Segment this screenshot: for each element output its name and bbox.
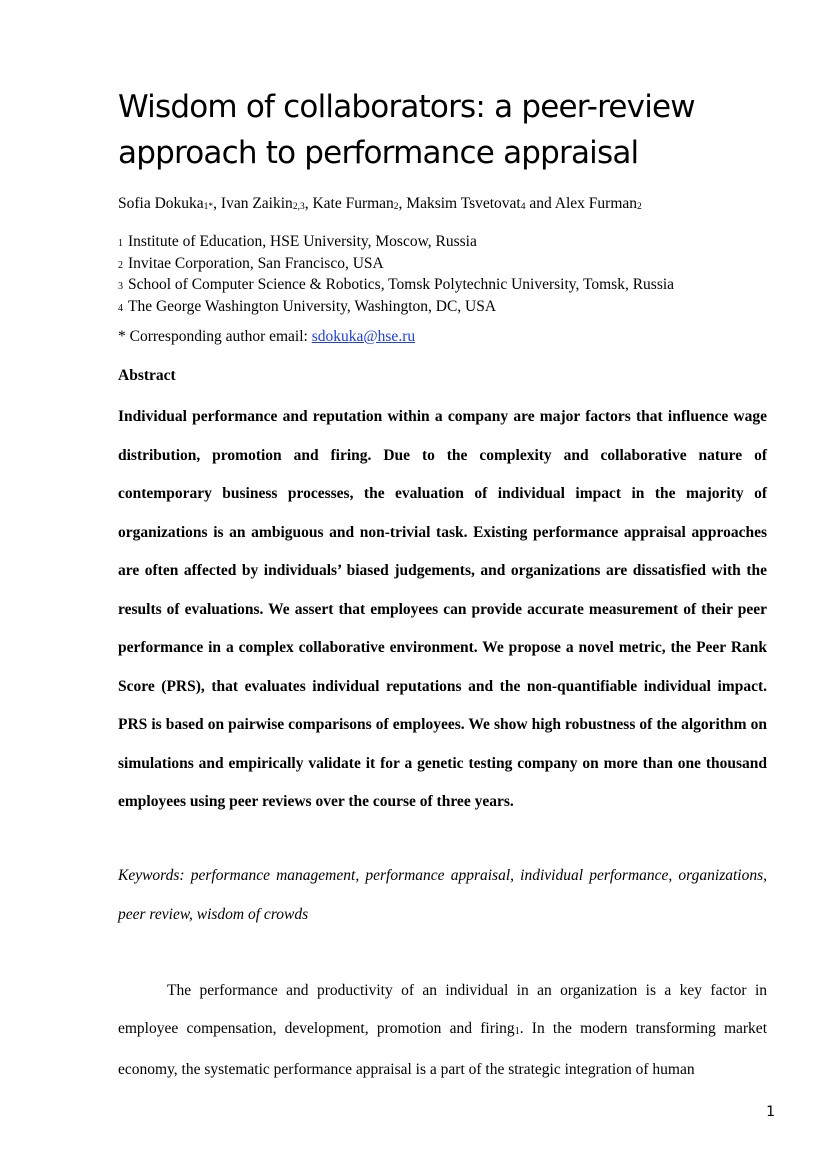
author bbox=[118, 195, 221, 212]
author bbox=[312, 195, 406, 212]
author-name: Sofia Dokuka bbox=[118, 195, 204, 212]
paper-title: Wisdom of collaborators: a peer-review approach to performance appraisal bbox=[118, 89, 695, 171]
author-separator: , bbox=[213, 195, 221, 212]
author-affiliation-marks: 1* bbox=[203, 202, 214, 212]
author-separator: , bbox=[304, 195, 313, 212]
affiliation-text: School of Computer Science & Robotics, Tomsk Polytechnic University, Tomsk, Russia bbox=[128, 276, 675, 293]
keywords: Keywords: performance management, performance appraisal, individual performance, organizations, peer review, wisdom of crowds bbox=[118, 867, 767, 923]
author-separator: , bbox=[398, 195, 407, 212]
affiliation-text: The George Washington University, Washington, DC, USA bbox=[128, 297, 497, 315]
author bbox=[406, 195, 554, 212]
affiliation bbox=[118, 275, 778, 297]
affiliation-text: Invitae Corporation, San Francisco, USA bbox=[128, 254, 384, 272]
author bbox=[221, 195, 313, 212]
body-text-start: The performance and productivity of an individual in an organization is a key factor in employee compensation, development, promotion and firing bbox=[118, 982, 767, 1037]
page-number: 1 bbox=[766, 1104, 775, 1120]
affiliation bbox=[118, 297, 778, 319]
author-affiliation-marks: 2,3 bbox=[292, 202, 305, 212]
corresponding-label: * Corresponding author email: bbox=[118, 328, 312, 345]
affiliation-number: 3 bbox=[118, 281, 123, 292]
author-affiliation-marks: 2 bbox=[637, 202, 642, 212]
affiliation-text: Institute of Education, HSE University, Moscow, Russia bbox=[128, 233, 477, 250]
author-name: Ivan Zaikin bbox=[220, 195, 293, 212]
author-name: Kate Furman bbox=[312, 195, 394, 212]
author-name: Alex Furman bbox=[554, 195, 638, 212]
body-text-continued: . In the modern transforming market economy, the systematic performance appraisal is a part of the strategic integration of human bbox=[118, 1020, 767, 1078]
affiliation-number: 4 bbox=[118, 302, 123, 314]
abstract-heading: Abstract bbox=[118, 367, 176, 384]
author-affiliation-marks: 4 bbox=[520, 202, 526, 212]
abstract-text: Individual performance and reputation within a company are major factors that influence wage distribution, promotion and firing. Due to the complexity and collaborative nature of contemporary business processes, the evaluation of individual impact in the majority of organizations is an ambiguous and non-trivial task. Existing performance appraisal approaches are often affected by individuals’ biased judgements, and organizations are dissatisfied with the results of evaluations. We assert that employees can provide accurate measurement of their peer performance in a complex collaborative environment. We propose a novel metric, the Peer Rank Score (PRS), that evaluates individual reputations and the non-quantifiable individual impact. PRS is based on pairwise comparisons of employees. We show high robustness of the algorithm on simulations and empirically validate it for a genetic testing company on more than one thousand employees using peer reviews over the course of three years. bbox=[118, 408, 767, 810]
reference-marker: 1 bbox=[514, 1026, 520, 1037]
author-name: Maksim Tsvetovat bbox=[406, 195, 521, 212]
body-paragraph bbox=[118, 972, 767, 1089]
corresponding-author bbox=[118, 327, 778, 347]
author-separator: and bbox=[525, 195, 555, 212]
author-list bbox=[118, 194, 778, 217]
email-link[interactable]: sdokuka@hse.ru bbox=[311, 328, 416, 345]
author bbox=[555, 195, 642, 212]
affiliation-number: 2 bbox=[118, 259, 123, 271]
affiliation bbox=[118, 232, 778, 254]
author-affiliation-marks: 2 bbox=[393, 202, 399, 212]
affiliation-number: 1 bbox=[118, 238, 123, 249]
affiliation-list bbox=[118, 232, 778, 318]
affiliation bbox=[118, 254, 778, 276]
